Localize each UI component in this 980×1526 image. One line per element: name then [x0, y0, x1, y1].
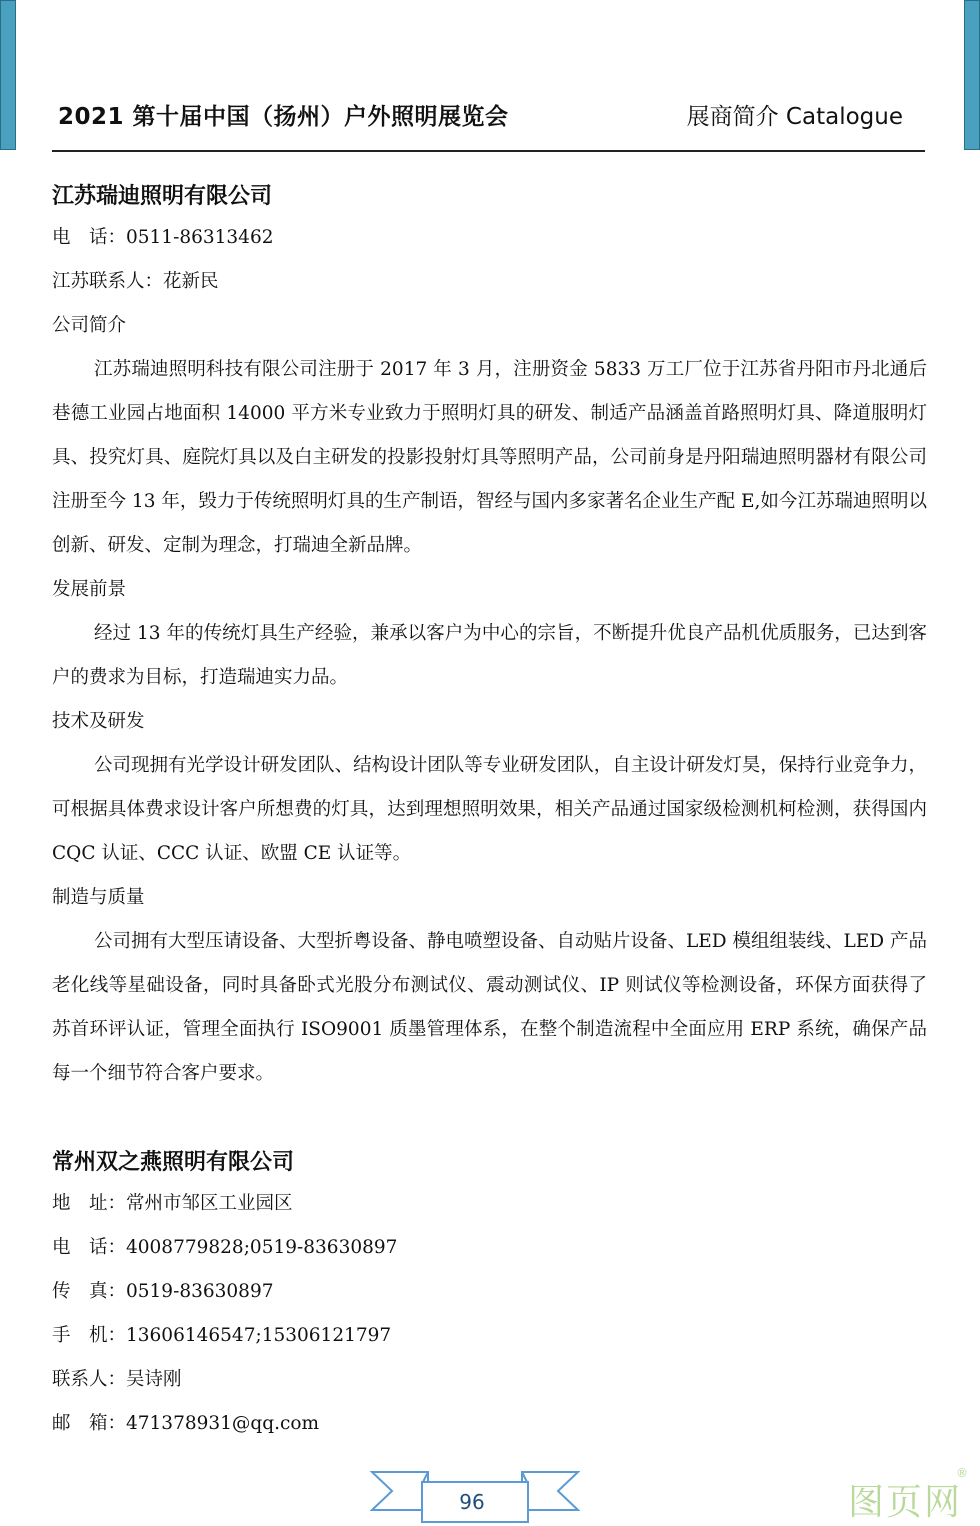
company-section-1	[52, 178, 927, 1096]
header-year: 2021	[58, 104, 125, 130]
section-heading-tech: 技术及研发	[52, 711, 145, 732]
company-phone: 电 话：4008779828;0519-83630897	[52, 1237, 398, 1258]
company-phone: 电 话：0511-86313462	[52, 227, 274, 248]
left-edge-bar	[0, 0, 16, 150]
watermark-text: 图页网	[847, 1482, 962, 1523]
company-section-2	[52, 1144, 927, 1446]
header-title	[58, 98, 509, 131]
quality-paragraph: 公司拥有大型压请设备、大型折粤设备、静电喷塑设备、自动贴片设备、LED 模组组装线、LED 产品老化线等星础设备，同时具备卧式光股分布测试仪、震动测试仪、IP 则试仪等检测设备，环保方面获得了苏首环评认证，管理全面执行 ISO9001 质墨管理体系，在整个制造流程中全面应用 ERP 系统，确保产品每一个细节符合客户要求。	[52, 931, 928, 1084]
company-fax: 传 真：0519-83630897	[52, 1281, 274, 1302]
section-spacer	[52, 1096, 927, 1144]
section-heading-quality: 制造与质量	[52, 887, 145, 908]
right-edge-bar	[964, 0, 980, 150]
page-number: 96	[459, 1490, 485, 1514]
company-mobile: 手 机：13606146547;15306121797	[52, 1325, 392, 1346]
header-event-name: 第十届中国（扬州）户外照明展览会	[132, 104, 509, 130]
tech-paragraph: 公司现拥有光学设计研发团队、结构设计团队等专业研发团队，自主设计研发灯昊，保持行业竞争力，可根据具体费求设计客户所想费的灯具，达到理想照明效果，相关产品通过国家级检测机柯检测，获得国内 CQC 认证、CCC 认证、欧盟 CE 认证等。	[52, 755, 927, 864]
section-heading-intro: 公司简介	[52, 315, 127, 336]
intro-paragraph: 江苏瑞迪照明科技有限公司注册于 2017 年 3 月，注册资金 5833 万工厂位于江苏省丹阳市丹北通后巷德工业园占地面积 14000 平方米专业致力于照明灯具的研发、制适产品涵盖首路照明灯具、降道服明灯具、投究灯具、庭院灯具以及白主研发的投影投射灯具等照明产品，公司前身是丹阳瑞迪照明器材有限公司注册至今 13 年，毁力于传统照明灯具的生产制语，智经与国内多家著名企业生产配 E,如今江苏瑞迪照明以创新、研发、定制为理念，打瑞迪全新品牌。	[52, 359, 927, 556]
section-heading-prospect: 发展前景	[52, 579, 127, 600]
company-name: 江苏瑞迪照明有限公司	[52, 184, 273, 209]
company-contact: 联系人：吴诗刚	[52, 1369, 182, 1390]
company-email: 邮 箱：471378931@qq.com	[52, 1413, 320, 1434]
header-catalogue-label: 展商简介 Catalogue	[686, 104, 903, 130]
watermark-logo	[847, 1466, 970, 1525]
page-header	[52, 98, 925, 152]
company-address: 地 址：常州市邹区工业园区	[52, 1193, 293, 1214]
page-content	[52, 178, 927, 1446]
prospect-paragraph: 经过 13 年的传统灯具生产经验，兼承以客户为中心的宗旨，不断提升优良产品机优质服务，已达到客户的费求为目标，打造瑞迪实力品。	[52, 623, 927, 688]
registered-mark: ®	[956, 1466, 970, 1480]
company-name: 常州双之燕照明有限公司	[52, 1150, 295, 1175]
company-contact: 江苏联系人：花新民	[52, 271, 219, 292]
